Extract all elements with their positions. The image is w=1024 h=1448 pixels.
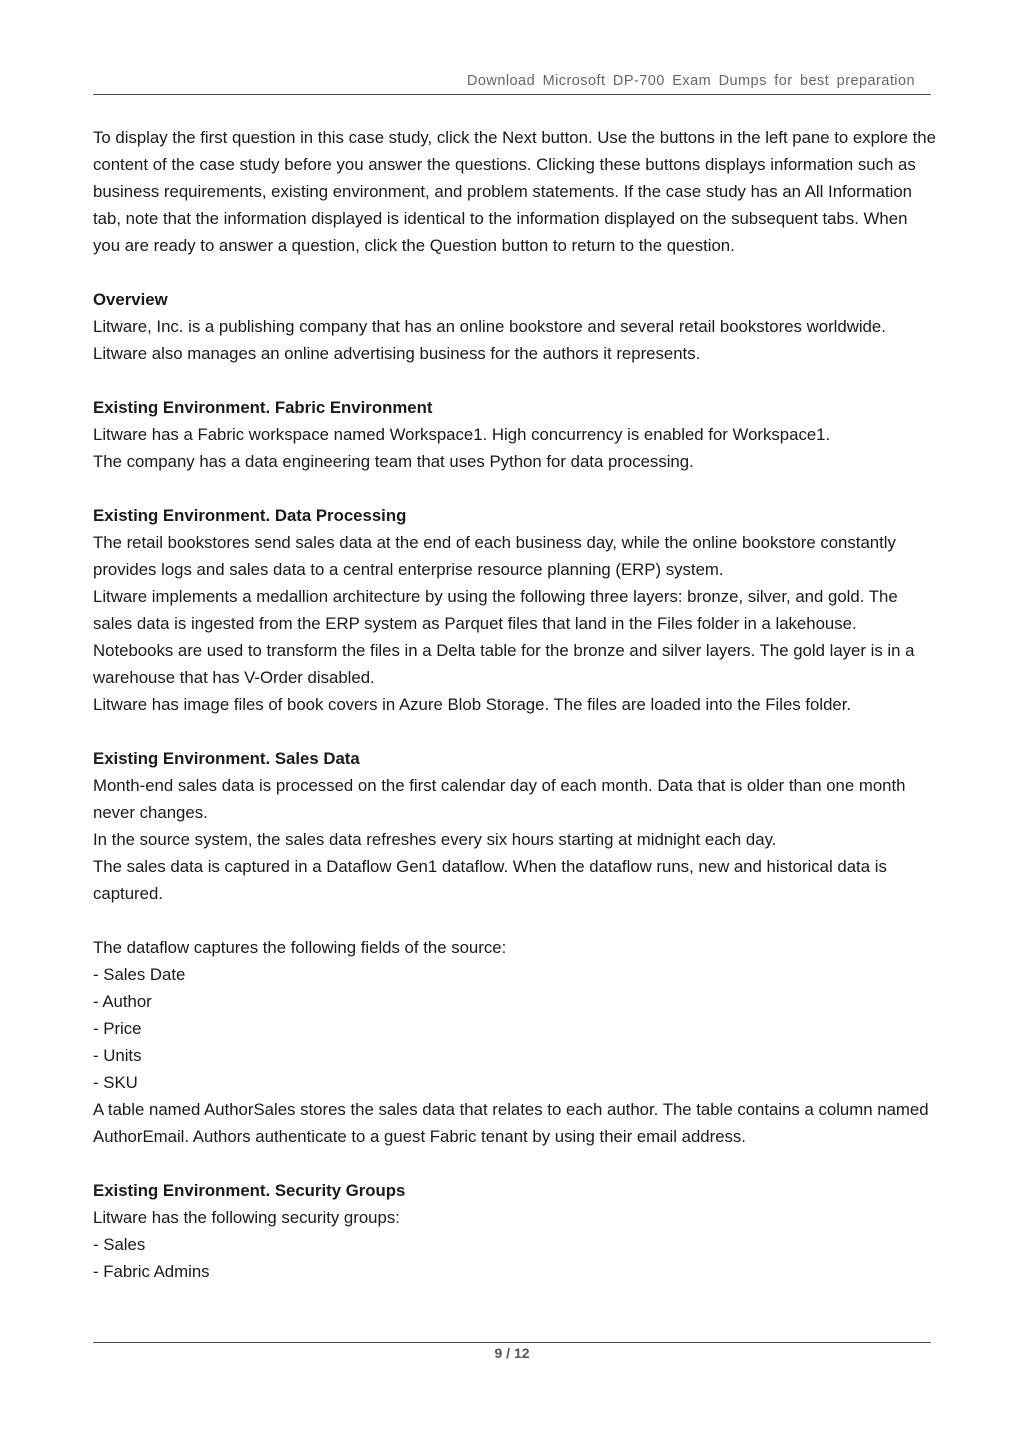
overview-heading: Overview [93, 290, 168, 309]
data-processing-paragraph: Litware has image files of book covers in Azure Blob Storage. The files are loaded into the Files folder. [93, 695, 852, 714]
fabric-environment-line: Litware has a Fabric workspace named Workspace1. High concurrency is enabled for Workspace1. [93, 425, 831, 444]
overview-paragraph: Litware, Inc. is a publishing company that has an online bookstore and several retail bookstores worldwide. Litware also manages an online advertising business for the authors it represents. [93, 317, 886, 363]
field-list-item: - Price [93, 1019, 142, 1038]
data-processing-paragraph: Litware implements a medallion architecture by using the following three layers: bronze, silver, and gold. The sales data is ingested from the ERP system as Parquet files that land in the Files folder in a lakehouse. Notebooks are used to transform the files in a Delta table for the bronze and silver layers. The gold layer is in a warehouse that has V-Order disabled. [93, 587, 915, 687]
page-number: 9 / 12 [494, 1345, 530, 1361]
fabric-environment-heading: Existing Environment. Fabric Environment [93, 398, 433, 417]
header-text: Download Microsoft DP-700 Exam Dumps for best preparation [467, 73, 915, 89]
footer-divider [93, 1342, 931, 1343]
security-groups-heading: Existing Environment. Security Groups [93, 1181, 406, 1200]
intro-paragraph: To display the first question in this case study, click the Next button. Use the buttons in the left pane to explore the content of the case study before you answer the questions. Clicking these buttons displays information such as business requirements, existing environment, and problem statements. If the case study has an All Information tab, note that the information displayed is identical to the information displayed on the subsequent tabs. When you are ready to answer a question, click the Question button to return to the question. [93, 128, 936, 255]
field-list-item: - SKU [93, 1073, 138, 1092]
fields-intro: The dataflow captures the following fields of the source: [93, 938, 507, 957]
sales-data-paragraph: Month-end sales data is processed on the first calendar day of each month. Data that is older than one month never changes. [93, 776, 906, 822]
sales-data-paragraph: The sales data is captured in a Dataflow Gen1 dataflow. When the dataflow runs, new and historical data is captured. [93, 857, 887, 903]
fabric-environment-line: The company has a data engineering team that uses Python for data processing. [93, 452, 694, 471]
field-list-item: - Units [93, 1046, 142, 1065]
data-processing-heading: Existing Environment. Data Processing [93, 506, 407, 525]
data-processing-paragraph: The retail bookstores send sales data at the end of each business day, while the online bookstore constantly provides logs and sales data to a central enterprise resource planning (ERP) system. [93, 533, 896, 579]
security-groups-intro: Litware has the following security groups: [93, 1208, 400, 1227]
document-body [93, 124, 938, 1285]
security-group-item: - Fabric Admins [93, 1262, 210, 1281]
author-sales-paragraph: A table named AuthorSales stores the sales data that relates to each author. The table contains a column named AuthorEmail. Authors authenticate to a guest Fabric tenant by using their email address. [93, 1100, 929, 1146]
field-list-item: - Author [93, 992, 152, 1011]
security-group-item: - Sales [93, 1235, 146, 1254]
sales-data-paragraph: In the source system, the sales data refreshes every six hours starting at midnight each day. [93, 830, 777, 849]
page-header [93, 72, 931, 95]
field-list-item: - Sales Date [93, 965, 186, 984]
sales-data-heading: Existing Environment. Sales Data [93, 749, 360, 768]
